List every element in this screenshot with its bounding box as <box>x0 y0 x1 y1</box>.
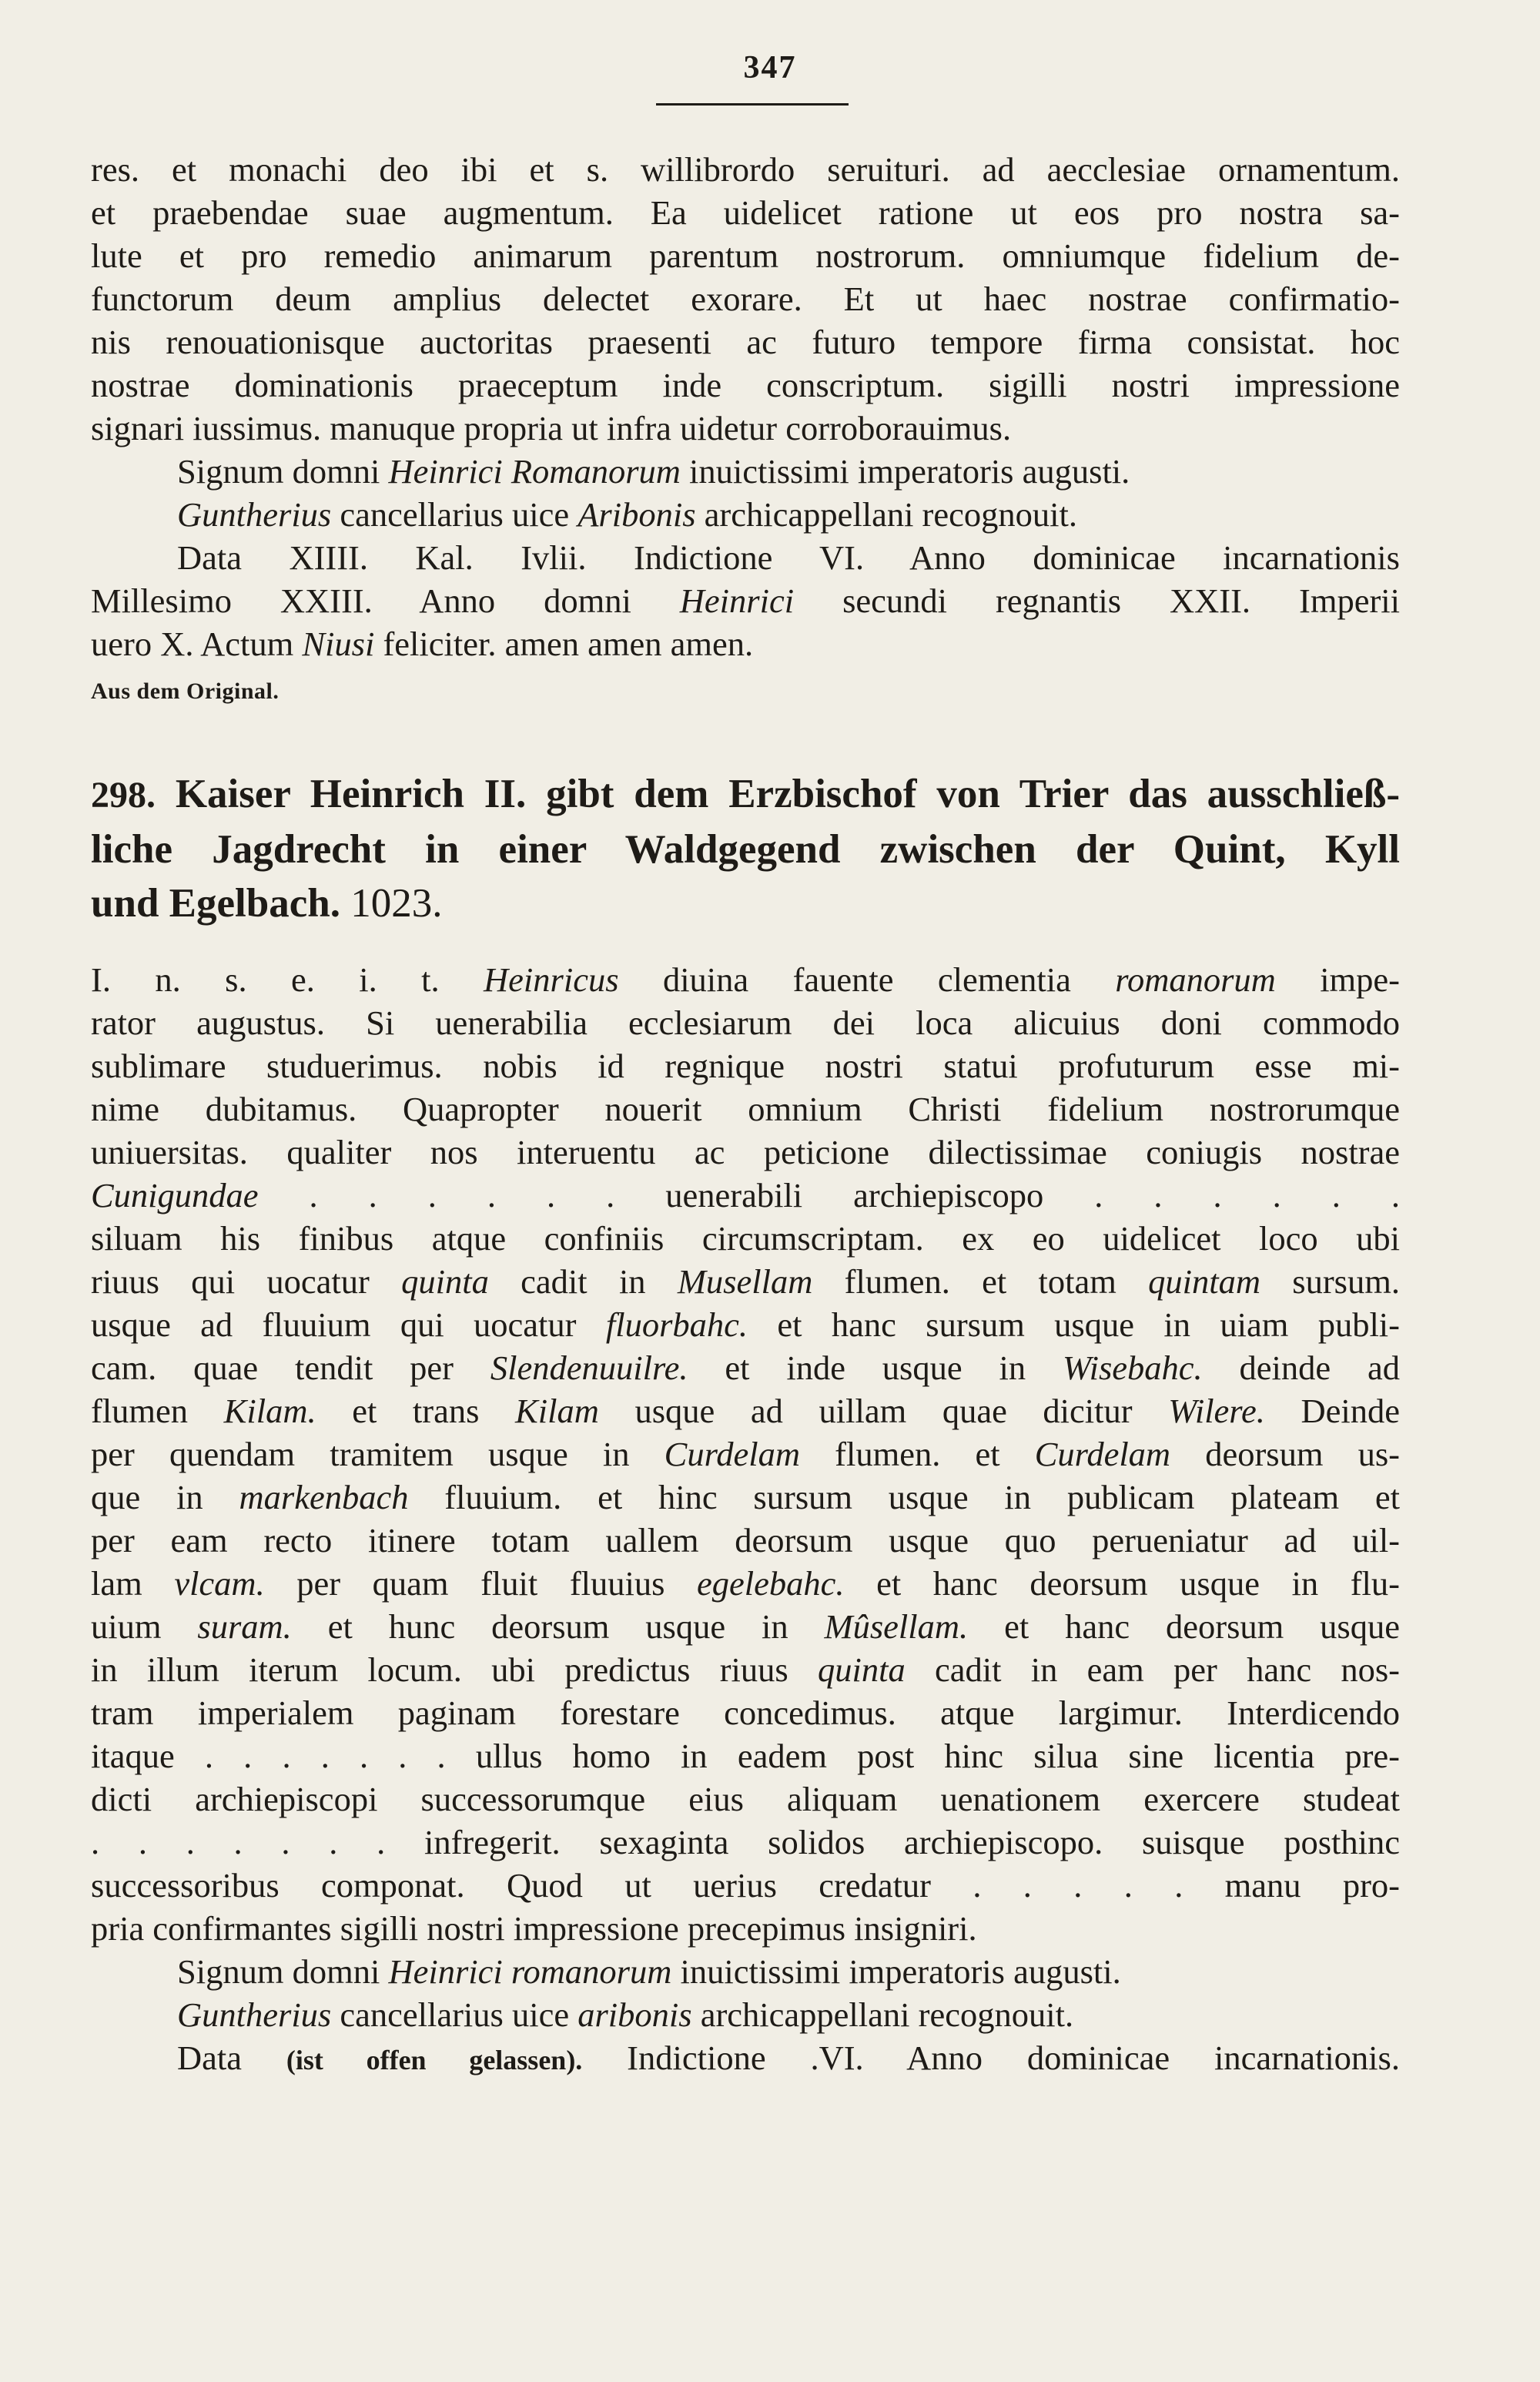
text-line: signari iussimus. manuque propria ut infra uidetur corroborauimus. <box>91 409 1012 447</box>
text-line: et praebendae suae augmentum. Ea uidelicet ratione ut eos pro nostra sa- <box>91 193 1400 232</box>
page-text <box>91 148 1400 2082</box>
document-year: 1023. <box>350 881 443 926</box>
text-line: nime dubitamus. Quapropter nouerit omnium Christi fidelium nostrorumque <box>91 1090 1400 1128</box>
text-line: lute et pro remedio animarum parentum nostrorum. omniumque fidelium de- <box>91 236 1400 275</box>
heading-line: 298. Kaiser Heinrich II. gibt dem Erzbischof von Trier das ausschließ- <box>91 772 1400 816</box>
recognition-line: Guntherius cancellarius uice Aribonis archicappellani recognouit. <box>177 495 1077 534</box>
text-line: cam. quae tendit per Slendenuuilre. et inde usque in Wisebahc. deinde ad <box>91 1348 1400 1387</box>
text-line: lam vlcam. per quam fluit fluuius egelebahc. et hanc deorsum usque in flu- <box>91 1564 1400 1603</box>
text-line: que in markenbach fluuium. et hinc sursum usque in publicam plateam et <box>91 1478 1400 1516</box>
text-line: Cunigundae . . . . . . uenerabili archiepiscopo . . . . . . <box>91 1176 1400 1214</box>
page-number: 347 <box>743 50 797 85</box>
text-line: usque ad fluuium qui uocatur fluorbahc. et hanc sursum usque in uiam publi- <box>91 1305 1400 1344</box>
document-number: 298. <box>91 775 156 816</box>
text-line: nostrae dominationis praeceptum inde conscriptum. sigilli nostri impressione <box>91 366 1400 404</box>
text-line: riuus qui uocatur quinta cadit in Musellam flumen. et totam quintam sursum. <box>91 1262 1400 1301</box>
text-line: flumen Kilam. et trans Kilam usque ad uillam quae dicitur Wilere. Deinde <box>91 1392 1400 1430</box>
text-line: nis renouationisque auctoritas praesenti ac futuro tempore firma consistat. hoc <box>91 323 1400 361</box>
heading-line: liche Jagdrecht in einer Waldgegend zwischen der Quint, Kyll <box>91 827 1400 872</box>
text-line: I. n. s. e. i. t. Heinricus diuina fauente clementia romanorum impe- <box>91 960 1400 999</box>
date-line: uero X. Actum Niusi feliciter. amen amen amen. <box>91 625 754 663</box>
heading-line: und Egelbach. 1023. <box>91 881 443 926</box>
text-line: uium suram. et hunc deorsum usque in Mûsellam. et hanc deorsum usque <box>91 1607 1400 1646</box>
text-line: per quendam tramitem usque in Curdelam flumen. et Curdelam deorsum us- <box>91 1435 1400 1473</box>
date-line: Data XIIII. Kal. Ivlii. Indictione VI. Anno dominicae incarnationis <box>177 538 1400 577</box>
text-line: successoribus componat. Quod ut uerius credatur . . . . . manu pro- <box>91 1866 1400 1905</box>
text-line: siluam his finibus atque confiniis circumscriptam. ex eo uidelicet loco ubi <box>91 1219 1400 1258</box>
text-line: tram imperialem paginam forestare concedimus. atque largimur. Interdicendo <box>91 1694 1400 1732</box>
signum-line: Signum domni Heinrici Romanorum inuictissimi imperatoris augusti. <box>177 452 1130 491</box>
text-line: res. et monachi deo ibi et s. willibrordo seruituri. ad aecclesiae ornamentum. <box>91 150 1400 189</box>
text-line: in illum iterum locum. ubi predictus riuus quinta cadit in eam per hanc nos- <box>91 1650 1401 1689</box>
text-line: . . . . . . . infregerit. sexaginta solidos archiepiscopo. suisque posthinc <box>91 1823 1400 1861</box>
date-line: Millesimo XXIII. Anno domni Heinrici secundi regnantis XXII. Imperii <box>91 581 1400 620</box>
text-line: functorum deum amplius delectet exorare. Et ut haec nostrae confirmatio- <box>91 280 1400 318</box>
document-heading <box>91 767 1400 930</box>
text-line: pria confirmantes sigilli nostri impressione precepimus insigniri. <box>91 1909 977 1948</box>
text-line: itaque . . . . . . . ullus homo in eadem post hinc silua sine licentia pre- <box>91 1737 1400 1775</box>
text-line: dicti archiepiscopi successorumque eius aliquam uenationem exercere studeat <box>91 1780 1400 1818</box>
source-note: Aus dem Original. <box>91 678 280 704</box>
date-line: Data (ist offen gelassen). Indictione .VI. Anno dominicae incarnationis. <box>177 2039 1400 2077</box>
text-line: sublimare studuerimus. nobis id regnique nostri statui profuturum esse mi- <box>91 1047 1400 1085</box>
signum-line: Signum domni Heinrici romanorum inuictissimi imperatoris augusti. <box>177 1952 1121 1991</box>
text-line: uniuersitas. qualiter nos interuentu ac peticione dilectissimae coniugis nostrae <box>91 1133 1400 1171</box>
text-line: per eam recto itinere totam uallem deorsum usque quo perueniatur ad uil- <box>91 1521 1400 1560</box>
recognition-line: Guntherius cancellarius uice aribonis archicappellani recognouit. <box>177 1995 1074 2034</box>
text-line: rator augustus. Si uenerabilia ecclesiarum dei loca alicuius doni commodo <box>91 1003 1400 1042</box>
header-rule <box>656 103 849 106</box>
